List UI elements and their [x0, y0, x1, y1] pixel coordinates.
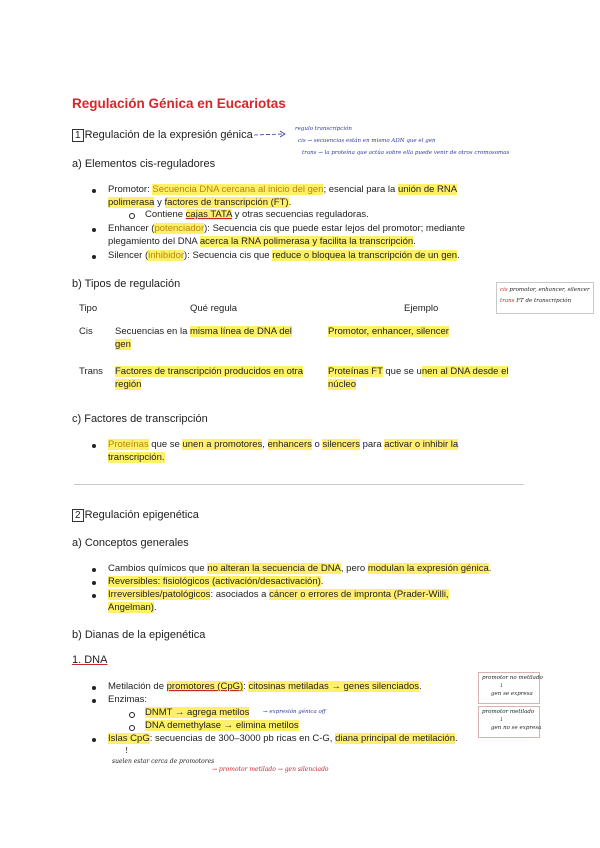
handwritten-note-line: suelen estar cerca de promotores — [112, 758, 215, 765]
table-cell-ejemplo: Promotor, enhancer, silencer — [328, 326, 449, 337]
sub-bullet — [129, 213, 135, 219]
table-header-ejemplo: Ejemplo — [404, 303, 439, 314]
table-cell-ejemplo: Proteínas FT que se unen al DNA desde el núcleo — [328, 366, 509, 390]
handwritten-side-note: promotor metilado ↓ gen no se expresa — [478, 706, 540, 738]
subsection-b-heading: b) Dianas de la epigenética — [72, 629, 206, 641]
dnmt-item: DNMT → agrega metilos — [145, 707, 250, 718]
section-divider — [74, 484, 524, 485]
table-cell-regula: Factores de transcripción producidos en otra región — [115, 366, 303, 390]
factores-item: Proteínas que se unen a promotores, enhancers o silencers para activar o inhibir la transcripción. — [108, 439, 459, 463]
bullet — [92, 686, 96, 690]
bullet — [92, 568, 96, 572]
enzimas-label: Enzimas: — [108, 694, 148, 705]
bullet — [92, 581, 96, 585]
handwritten-note-line: cis → secuencias están en mismo ADN que el gen — [298, 138, 436, 144]
subsection-a-heading: a) Elementos cis-reguladores — [72, 158, 216, 170]
table-cell-tipo: Cis — [79, 326, 93, 337]
handwritten-note-line: → expresión génica off — [263, 709, 326, 715]
section-1-number: 1 — [72, 129, 84, 142]
bullet — [92, 228, 96, 232]
handwritten-note-box — [496, 282, 594, 314]
handwritten-note-line: regulo transcripción — [295, 126, 352, 132]
bullet — [92, 189, 96, 193]
epigenetic-item: Cambios químicos que no alteran la secuencia de DNA, pero modulan la expresión génica. — [108, 563, 492, 574]
bullet — [92, 699, 96, 703]
sub-bullet — [129, 712, 135, 718]
section-2-heading — [72, 509, 199, 522]
dna-label: 1. DNA — [72, 654, 108, 666]
islas-item: Islas CpG: secuencias de 300–3000 pb ricas en C-G, diana principal de metilación. — [108, 733, 458, 744]
page-title: Regulación Génica en Eucariotas — [72, 96, 286, 111]
bullet — [92, 738, 96, 742]
section-2-number: 2 — [72, 509, 84, 522]
subsection-a-heading: a) Conceptos generales — [72, 537, 189, 549]
subsection-c-heading: c) Factores de transcripción — [72, 413, 208, 425]
handwritten-note-line: trans FT de transcripción — [500, 298, 572, 304]
bullet — [92, 444, 96, 448]
handwritten-note-line: cis promotor, enhancer, silencer — [500, 287, 590, 293]
handwritten-note-line: → promotor metilado → gen silenciado — [212, 766, 329, 773]
section-1-heading — [72, 129, 253, 142]
bullet — [92, 594, 96, 598]
bullet — [92, 255, 96, 259]
enhancer-item: Enhancer (potenciador): Secuencia cis que puede estar lejos del promotor; mediante plegamiento del DNA acerca la RNA polimerasa y facilita la transcripción. — [108, 223, 466, 247]
section-1-heading-text: Regulación de la expresión génica — [84, 129, 253, 141]
silencer-item: Silencer (inhibidor): Secuencia cis que reduce o bloquea la transcripción de un gen. — [108, 250, 460, 261]
table-cell-regula: Secuencias en la misma línea de DNA del gen — [115, 326, 292, 350]
arrow-annotation-icon — [253, 128, 293, 140]
cajas-tata-item: Contiene cajas TATA y otras secuencias reguladoras. — [145, 209, 369, 220]
sub-bullet — [129, 725, 135, 731]
handwritten-mark: ! — [125, 746, 129, 755]
table-header-que-regula: Qué regula — [190, 303, 238, 314]
irreversibles-item: Irreversibles/patológicos: asociados a cáncer o errores de impronta (Prader-Willi, Angelman). — [108, 589, 449, 613]
handwritten-side-note: promotor no metilado ↓ gen se expresa — [478, 672, 540, 704]
table-header-tipo: Tipo — [79, 303, 98, 314]
promotor-item: Promotor: Secuencia DNA cercana al inicio del gen; esencial para la unión de RNA polimerasa y factores de transcripción (FT). — [108, 184, 458, 208]
reversibles-item: Reversibles: fisiológicos (activación/desactivación). — [108, 576, 324, 587]
handwritten-note-line: trans → la proteína que actúa sobre ella puede venir de otros cromosomas — [302, 150, 510, 156]
demethylase-item: DNA demethylase → elimina metilos — [145, 720, 299, 731]
metilacion-item: Metilación de promotores (CpG): citosinas metiladas → genes silenciados. — [108, 681, 422, 692]
section-2-heading-text: Regulación epigenética — [84, 509, 199, 521]
table-cell-tipo: Trans — [79, 366, 103, 377]
subsection-b-heading: b) Tipos de regulación — [72, 278, 181, 290]
